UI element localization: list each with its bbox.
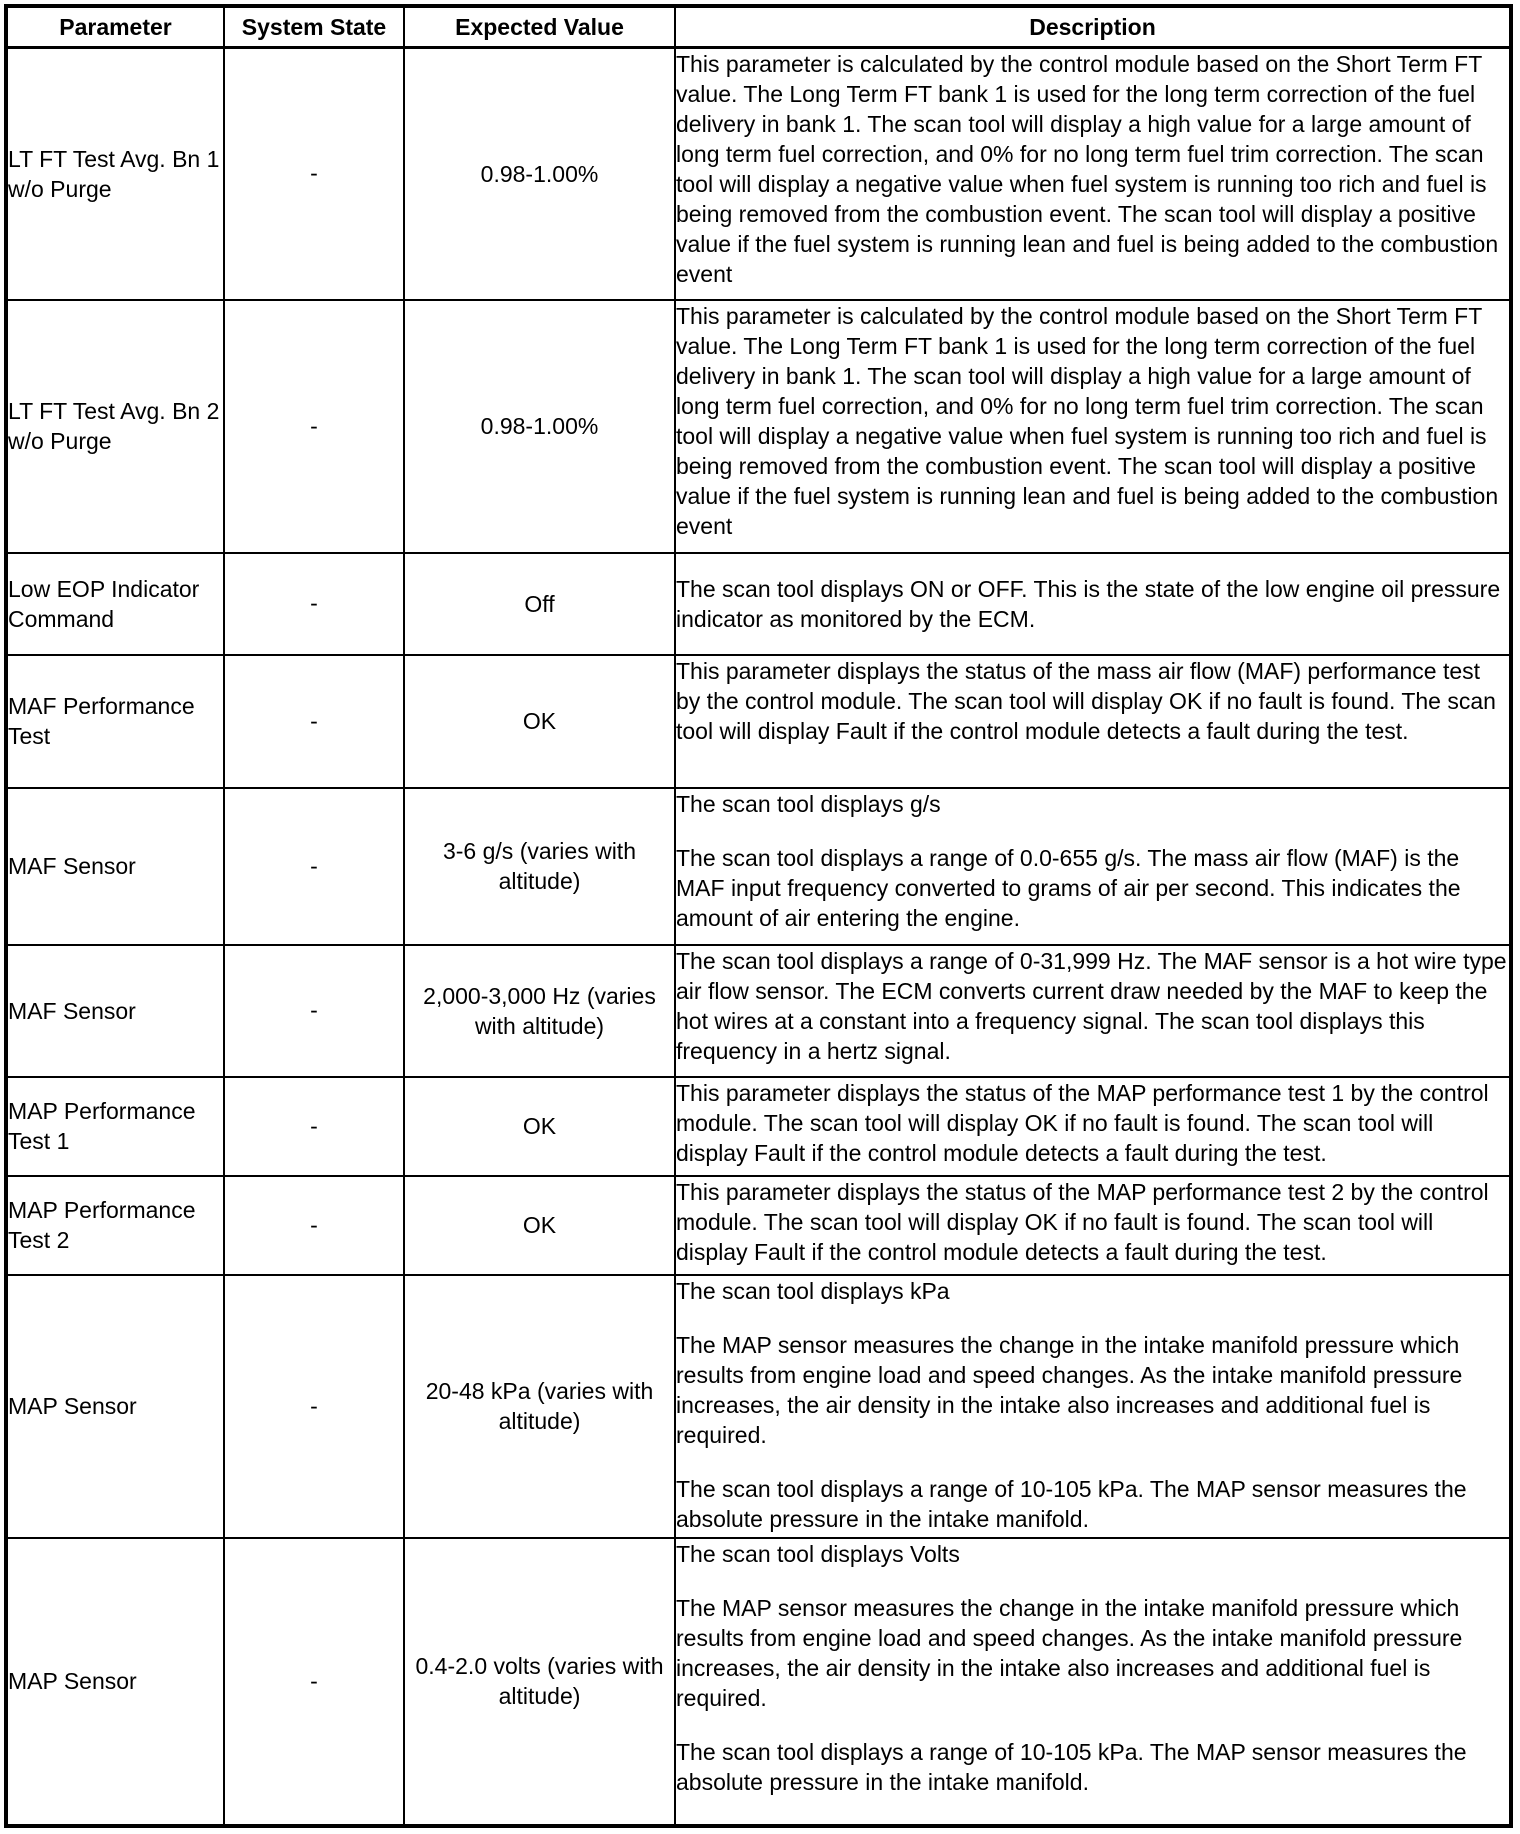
header-description: Description	[675, 6, 1511, 48]
table-row	[6, 1275, 1511, 1538]
system-state-cell: -	[224, 48, 404, 300]
system-state-cell: -	[224, 1176, 404, 1275]
header-expected-value: Expected Value	[404, 6, 675, 48]
description-cell	[675, 300, 1511, 553]
expected-value-cell: 2,000-3,000 Hz (varies with altitude)	[404, 945, 675, 1077]
parameter-cell: MAF Performance Test	[6, 655, 224, 788]
description-paragraph: The scan tool displays g/s	[676, 790, 941, 817]
parameter-cell: Low EOP Indicator Command	[6, 553, 224, 655]
description-cell	[675, 1176, 1511, 1275]
description-paragraph: This parameter displays the status of the mass air flow (MAF) performance test by the control module. The scan tool will display OK if no fault is found. The scan tool will display Fault if the control module detects a fault during the test.	[676, 657, 1496, 744]
system-state-cell: -	[224, 788, 404, 945]
parameter-cell: MAP Sensor	[6, 1538, 224, 1826]
table-row	[6, 788, 1511, 945]
description-paragraph: The MAP sensor measures the change in the intake manifold pressure which results from engine load and speed changes. As the intake manifold pressure increases, the air density in the intake also increases and additional fuel is required.	[676, 1331, 1463, 1448]
system-state-cell: -	[224, 945, 404, 1077]
table-row	[6, 1077, 1511, 1176]
table-row	[6, 1538, 1511, 1826]
table-row	[6, 48, 1511, 300]
expected-value-cell: Off	[404, 553, 675, 655]
description-cell	[675, 48, 1511, 300]
parameter-cell: MAP Performance Test 2	[6, 1176, 224, 1275]
parameter-cell: LT FT Test Avg. Bn 1 w/o Purge	[6, 48, 224, 300]
system-state-cell: -	[224, 1077, 404, 1176]
description-paragraph: This parameter is calculated by the control module based on the Short Term FT value. The Long Term FT bank 1 is used for the long term correction of the fuel delivery in bank 1. The scan tool will display a high value for a large amount of long term fuel correction, and 0% for no long term fuel trim correction. The scan tool will display a negative value when fuel system is running too rich and fuel is being removed from the combustion event. The scan tool will display a positive value if the fuel system is running lean and fuel is being added to the combustion event	[676, 302, 1499, 539]
description-paragraph: The scan tool displays kPa	[676, 1277, 950, 1304]
expected-value-cell: OK	[404, 655, 675, 788]
description-paragraph: The MAP sensor measures the change in the intake manifold pressure which results from engine load and speed changes. As the intake manifold pressure increases, the air density in the intake also increases and additional fuel is required.	[676, 1594, 1463, 1711]
expected-value-cell: 20-48 kPa (varies with altitude)	[404, 1275, 675, 1538]
description-cell	[675, 655, 1511, 788]
header-system-state: System State	[224, 6, 404, 48]
expected-value-cell: OK	[404, 1176, 675, 1275]
parameter-cell: MAF Sensor	[6, 945, 224, 1077]
description-paragraph: The scan tool displays a range of 10-105 kPa. The MAP sensor measures the absolute pressure in the intake manifold.	[676, 1475, 1467, 1532]
system-state-cell: -	[224, 1275, 404, 1538]
parameter-table	[4, 4, 1513, 1828]
table-row	[6, 655, 1511, 788]
description-paragraph: The scan tool displays a range of 0-31,999 Hz. The MAF sensor is a hot wire type air flow sensor. The ECM converts current draw needed by the MAF to keep the hot wires at a constant into a frequency signal. The scan tool displays this frequency in a hertz signal.	[676, 947, 1507, 1064]
expected-value-cell: 0.4-2.0 volts (varies with altitude)	[404, 1538, 675, 1826]
header-row	[6, 6, 1511, 48]
description-cell	[675, 945, 1511, 1077]
expected-value-cell: OK	[404, 1077, 675, 1176]
table-row	[6, 553, 1511, 655]
system-state-cell: -	[224, 1538, 404, 1826]
header-parameter: Parameter	[6, 6, 224, 48]
table-row	[6, 300, 1511, 553]
table-row	[6, 1176, 1511, 1275]
description-cell	[675, 1275, 1511, 1538]
parameter-cell: MAF Sensor	[6, 788, 224, 945]
description-paragraph: The scan tool displays a range of 0.0-655 g/s. The mass air flow (MAF) is the MAF input frequency converted to grams of air per second. This indicates the amount of air entering the engine.	[676, 844, 1461, 931]
parameter-cell: MAP Performance Test 1	[6, 1077, 224, 1176]
description-cell	[675, 553, 1511, 655]
system-state-cell: -	[224, 655, 404, 788]
expected-value-cell: 3-6 g/s (varies with altitude)	[404, 788, 675, 945]
table-row	[6, 945, 1511, 1077]
description-cell	[675, 1077, 1511, 1176]
expected-value-cell: 0.98-1.00%	[404, 48, 675, 300]
description-paragraph: This parameter displays the status of the MAP performance test 1 by the control module. The scan tool will display OK if no fault is found. The scan tool will display Fault if the control module detects a fault during the test.	[676, 1079, 1489, 1166]
description-paragraph: The scan tool displays Volts	[676, 1540, 960, 1567]
description-paragraph: This parameter displays the status of the MAP performance test 2 by the control module. The scan tool will display OK if no fault is found. The scan tool will display Fault if the control module detects a fault during the test.	[676, 1178, 1489, 1265]
parameter-cell: MAP Sensor	[6, 1275, 224, 1538]
description-paragraph: This parameter is calculated by the control module based on the Short Term FT value. The Long Term FT bank 1 is used for the long term correction of the fuel delivery in bank 1. The scan tool will display a high value for a large amount of long term fuel correction, and 0% for no long term fuel trim correction. The scan tool will display a negative value when fuel system is running too rich and fuel is being removed from the combustion event. The scan tool will display a positive value if the fuel system is running lean and fuel is being added to the combustion event	[676, 51, 1499, 287]
system-state-cell: -	[224, 300, 404, 553]
description-paragraph: The scan tool displays ON or OFF. This is the state of the low engine oil pressure indicator as monitored by the ECM.	[676, 575, 1501, 632]
parameter-cell: LT FT Test Avg. Bn 2 w/o Purge	[6, 300, 224, 553]
system-state-cell: -	[224, 553, 404, 655]
expected-value-cell: 0.98-1.00%	[404, 300, 675, 553]
description-paragraph: The scan tool displays a range of 10-105 kPa. The MAP sensor measures the absolute pressure in the intake manifold.	[676, 1738, 1467, 1795]
description-cell	[675, 788, 1511, 945]
description-cell	[675, 1538, 1511, 1826]
